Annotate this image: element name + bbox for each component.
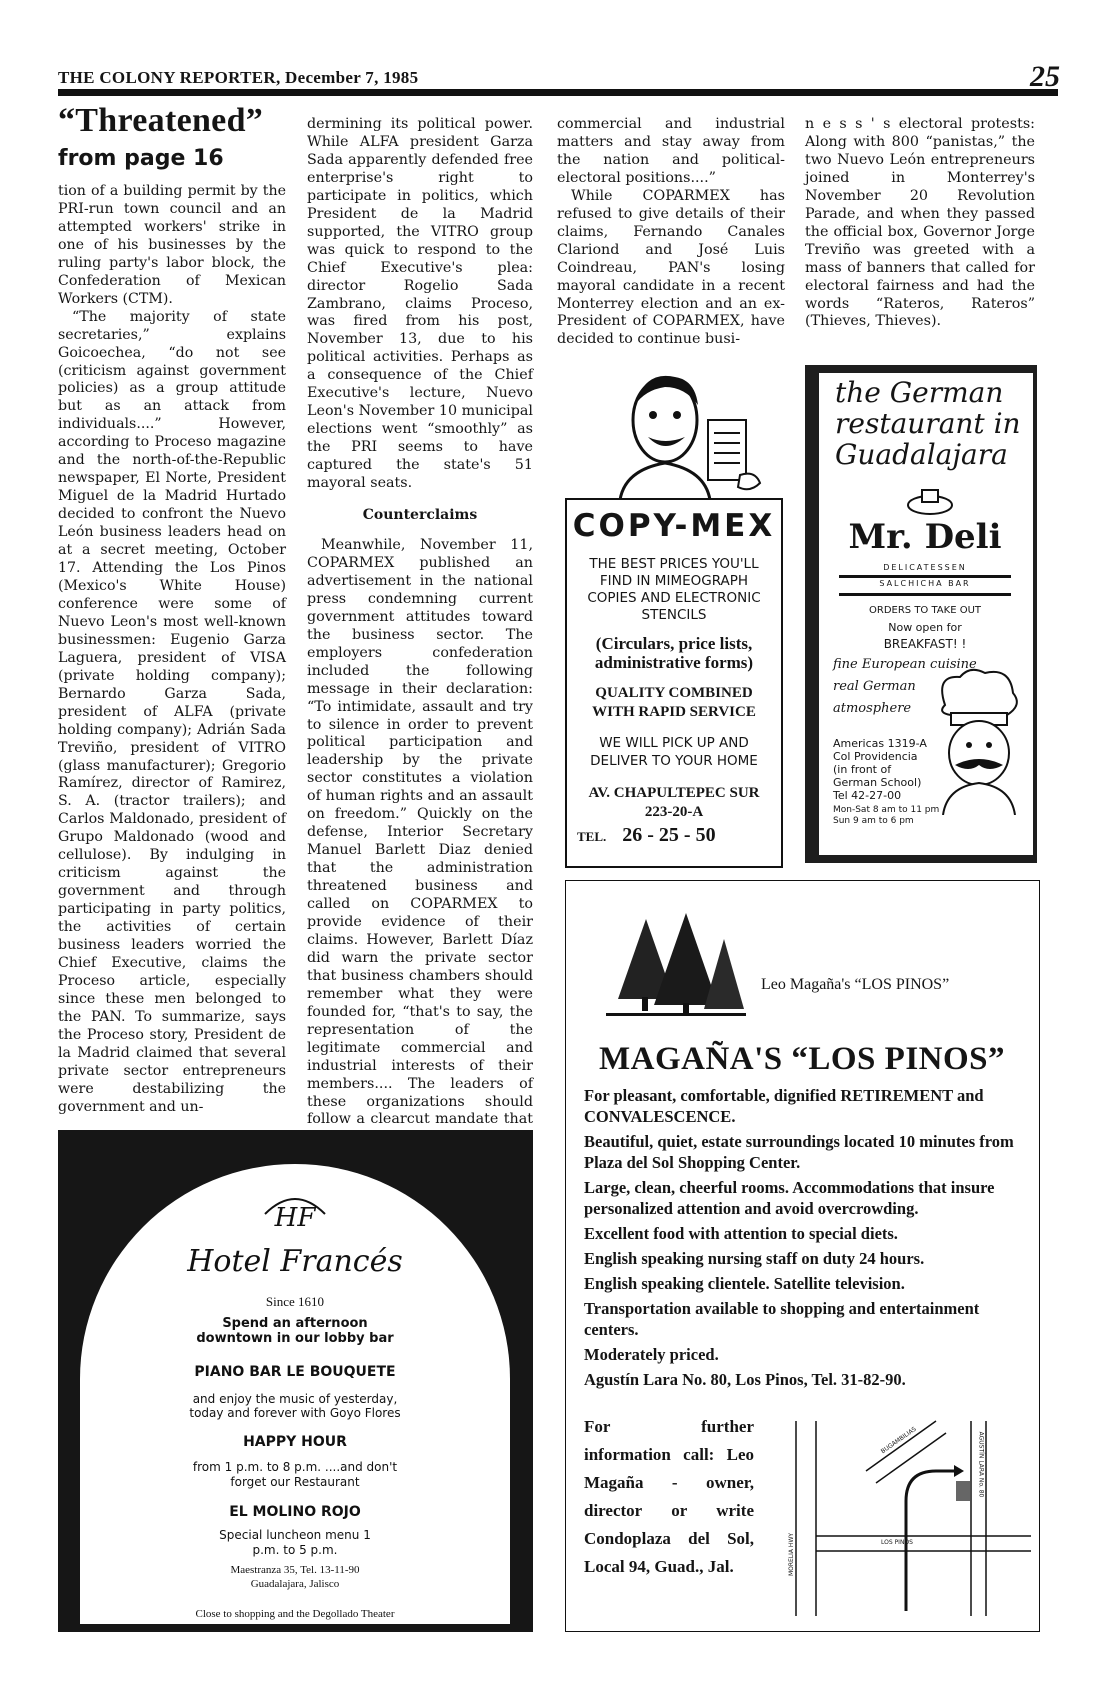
tel-label: TEL. bbox=[577, 829, 607, 844]
hotel-enjoy: and enjoy the music of yesterday, today and forever with Goyo Flores bbox=[189, 1392, 401, 1420]
map-label: LOS PINOS bbox=[881, 1539, 913, 1546]
jump-kicker: from page 16 bbox=[58, 146, 224, 171]
address-line: German School) bbox=[833, 776, 922, 789]
lospinos-body bbox=[584, 1085, 1024, 1394]
deli-orders: ORDERS TO TAKE OUT bbox=[869, 605, 981, 616]
deli-sub: DELICATESSEN bbox=[883, 563, 967, 572]
sausage-icon bbox=[905, 487, 955, 517]
deli-fine: fine European cuisine bbox=[833, 657, 977, 672]
subhead-counterclaims: Counterclaims bbox=[362, 507, 478, 524]
lospinos-further: For further information call: Leo Magaña - owner, director or write Condoplaza del Sol, Local 94, Guad., Jal. bbox=[584, 1417, 754, 1576]
deli-phone: Tel 42-27-00 bbox=[833, 789, 902, 802]
paragraph: “The majority of state secretaries,” explains Goicoechea, “do not see (criticism against government policies) as a group attitude but as an attack from individuals....” However, according to Proceso magazine and the north-of-the-Republic newspaper, El Norte, President Miguel de la Madrid Hurtado decided to confront the Nuevo León business leaders head on at a secret meeting, October 17. Attending the Los Pinos (Mexico's White House) conference were some of Nuevo Leon's most well-known businessmen: Eugenio Garza Laguera, president of VISA (private holding company); Bernardo Garza Sada, president of ALFA (private holding company); Adrián Sada Treviño, president of VITRO (glass manufacturer); Gregorio Ramírez, director of Ramirez, S. A. (tractor trailers); and Carlos Maldonado, president of Grupo Maldonado (wood and cellulose). By indulging in criticism against the government and through participating in party politics, the activities of certain business leaders worried the Chief Executive, claims the Proceso article, especially since these men belonged to the PAN. To summarize, says the Proceso story, President de la Madrid claimed that several private sector entrepreneurs were destabilizing the government and un- bbox=[58, 308, 286, 1115]
deli-tagline: restaurant in bbox=[835, 407, 1021, 440]
deli-name: Mr. Deli bbox=[848, 517, 1002, 557]
hotel-address: Maestranza 35, Tel. 13-11-90 bbox=[230, 1564, 360, 1576]
copymex-line: WE WILL PICK UP AND DELIVER TO YOUR HOME bbox=[590, 735, 758, 769]
map-label: BUGAMBILIAS bbox=[879, 1425, 918, 1456]
hotel-name: Hotel Francés bbox=[187, 1244, 403, 1279]
lospinos-ad bbox=[565, 880, 1040, 1632]
publication-line: THE COLONY REPORTER, December 7, 1985 bbox=[58, 68, 419, 87]
copymex-ad bbox=[565, 498, 783, 868]
map-label: AGUSTÍN LARA No. 80 bbox=[977, 1431, 985, 1498]
page-header bbox=[58, 60, 1060, 93]
hotel-piano: PIANO BAR LE BOUQUETE bbox=[194, 1364, 396, 1380]
deli-tagline: Guadalajara bbox=[835, 438, 1008, 471]
lospinos-line: Beautiful, quiet, estate surroundings located 10 minutes from Plaza del Sol Shopping Center. bbox=[584, 1132, 1014, 1172]
mrdeli-ad bbox=[805, 365, 1037, 863]
deli-tagline: the German bbox=[835, 376, 1004, 409]
deli-open: BREAKFAST! ! bbox=[883, 637, 967, 651]
address-line: (in front of bbox=[833, 763, 892, 776]
copymex-line: (Circulars, price lists, administrative forms) bbox=[594, 634, 754, 672]
copymex-name: COPY-MEX bbox=[572, 508, 776, 544]
lospinos-line: Large, clean, cheerful rooms. Accommodations that insure personalized attention and avoid overcrowding. bbox=[584, 1178, 995, 1218]
lospinos-line: Agustín Lara No. 80, Los Pinos, Tel. 31-82-90. bbox=[584, 1370, 906, 1389]
deli-address bbox=[833, 737, 953, 802]
lospinos-line: English speaking clientele. Satellite television. bbox=[584, 1274, 905, 1293]
paragraph: tion of a building permit by the PRI-run town council and an attempted workers' strike in one of his businesses by the ruling party's labor block, the Confederation of Mexican Workers (CTM). bbox=[58, 183, 286, 307]
address-line: Americas 1319-A bbox=[833, 737, 927, 750]
paragraph: dermining its political power. While ALFA president Garza Sada apparently defended free enterprise's right to participate in politics, which President de la Madrid supported, the VITRO group was quick to respond to the Chief Executive's plea: director Rogelio Sada Zambrano, claims Proceso, was fired from his post, November 13, due to his political activities. Perhaps as a consequence of the Chief Executive's lecture, Nuevo Leon's November 10 municipal elections went “smoothly” as the PRI seems to have captured the state's 51 mayoral seats. bbox=[307, 116, 533, 492]
hotel-happy-hour: HAPPY HOUR bbox=[243, 1434, 347, 1450]
header-rule bbox=[58, 89, 1058, 96]
hotel-lunch: Special luncheon menu 1 p.m. to 5 p.m. bbox=[219, 1528, 371, 1557]
hotel-from: from 1 p.m. to 8 p.m. ....and don't forget our Restaurant bbox=[192, 1460, 398, 1489]
paragraph: Meanwhile, November 11, COPARMEX published an advertisement in the national press condemning current government attitudes toward the business sector. The employers confederation included the following message in their declaration: “To intimidate, assault and try to silence in order to prevent political participation and leadership by the private sector constitutes a violation of human rights and an assault on freedom.” Quickly on the defense, Interior Secretary Manuel Barlett Diaz denied that the administration threatened business and called on COPARMEX to provide evidence of their claims. However, Barlett Díaz did warn the private sector that business chambers should remember what they were founded for, “that's to say, the representation of the legitimate commercial and industrial interests of their members.... The leaders of these organizations should follow a clearcut mandate that bbox=[307, 536, 533, 1128]
lospinos-line: For pleasant, comfortable, dignified RETIREMENT and CONVALESCENCE. bbox=[584, 1086, 984, 1126]
deli-fine: real German bbox=[833, 679, 916, 694]
hf-monogram-icon bbox=[80, 1184, 510, 1248]
paragraph: While COPARMEX has refused to give details of their claims, Fernando Canales Clariond and José Luis Coindreau, PAN's losing mayoral candidate in a recent Monterrey election and an ex-President of COPARMEX, have decided to continue busi- bbox=[557, 187, 785, 348]
page-number: 25 bbox=[1030, 60, 1060, 93]
article-column-4 bbox=[805, 116, 1035, 331]
copymex-line: THE BEST PRICES YOU'LL FIND IN MIMEOGRAPH COPIES AND ELECTRONIC STENCILS bbox=[587, 556, 761, 623]
article-column-3 bbox=[557, 116, 785, 349]
article-column-2 bbox=[307, 116, 533, 1147]
paragraph: n e s s ' s electoral protests: Along with 800 “panistas,” the two Nuevo León entrepreneurs joined in Monterrey's November 20 Revolution Parade, and when they passed the official box, Governor Jorge Treviño was greeted with a mass of banners that called for electoral fairness and had the words “Rateros, Rateros” (Thieves, Thieves). bbox=[805, 116, 1035, 330]
mascot-illustration bbox=[590, 365, 780, 500]
lospinos-line: English speaking nursing staff on duty 24 hours. bbox=[584, 1249, 925, 1268]
hotel-frances-ad bbox=[58, 1130, 533, 1632]
pine-trees-icon bbox=[606, 909, 746, 1019]
deli-hours bbox=[833, 805, 993, 827]
hotel-close: Close to shopping and the Degollado Theater bbox=[80, 1604, 510, 1624]
map-label: MORELIA HWY bbox=[788, 1532, 796, 1577]
lospinos-line: Transportation available to shopping and entertainment centers. bbox=[584, 1299, 980, 1339]
deli-open: Now open for bbox=[888, 621, 962, 634]
deli-sub: SALCHICHA BAR bbox=[879, 579, 971, 588]
hours-line: Mon-Sat 8 am to 11 pm bbox=[833, 805, 940, 815]
hotel-since: Since 1610 bbox=[265, 1294, 325, 1309]
copymex-phone bbox=[577, 824, 781, 847]
svg-text:HF: HF bbox=[274, 1203, 316, 1233]
paragraph: commercial and industrial matters and stay away from the nation and political-electoral positions....” bbox=[557, 116, 785, 186]
location-map bbox=[786, 1411, 1031, 1621]
copymex-address: AV. CHAPULTEPEC SUR 223-20-A bbox=[588, 785, 760, 820]
headline: “Threatened” bbox=[58, 102, 264, 139]
lospinos-tag: Leo Magaña's “LOS PINOS” bbox=[761, 976, 950, 993]
address-line: Col Providencia bbox=[833, 750, 918, 763]
hotel-address: Guadalajara, Jalisco bbox=[250, 1578, 340, 1590]
lospinos-line: Excellent food with attention to special diets. bbox=[584, 1224, 898, 1243]
lospinos-line: Moderately priced. bbox=[584, 1345, 719, 1364]
hotel-spend: Spend an afternoon downtown in our lobby bar bbox=[196, 1316, 394, 1346]
copymex-line: QUALITY COMBINED WITH RAPID SERVICE bbox=[592, 685, 756, 720]
hotel-molino: EL MOLINO ROJO bbox=[229, 1504, 361, 1520]
copymex-mascot bbox=[590, 365, 780, 500]
article-column-1 bbox=[58, 102, 286, 1117]
lospinos-title: MAGAÑA'S “LOS PINOS” bbox=[598, 1041, 1006, 1077]
tel-number: 26 - 25 - 50 bbox=[622, 824, 716, 846]
hours-line: Sun 9 am to 6 pm bbox=[833, 816, 914, 826]
deli-fine: atmosphere bbox=[833, 701, 912, 716]
